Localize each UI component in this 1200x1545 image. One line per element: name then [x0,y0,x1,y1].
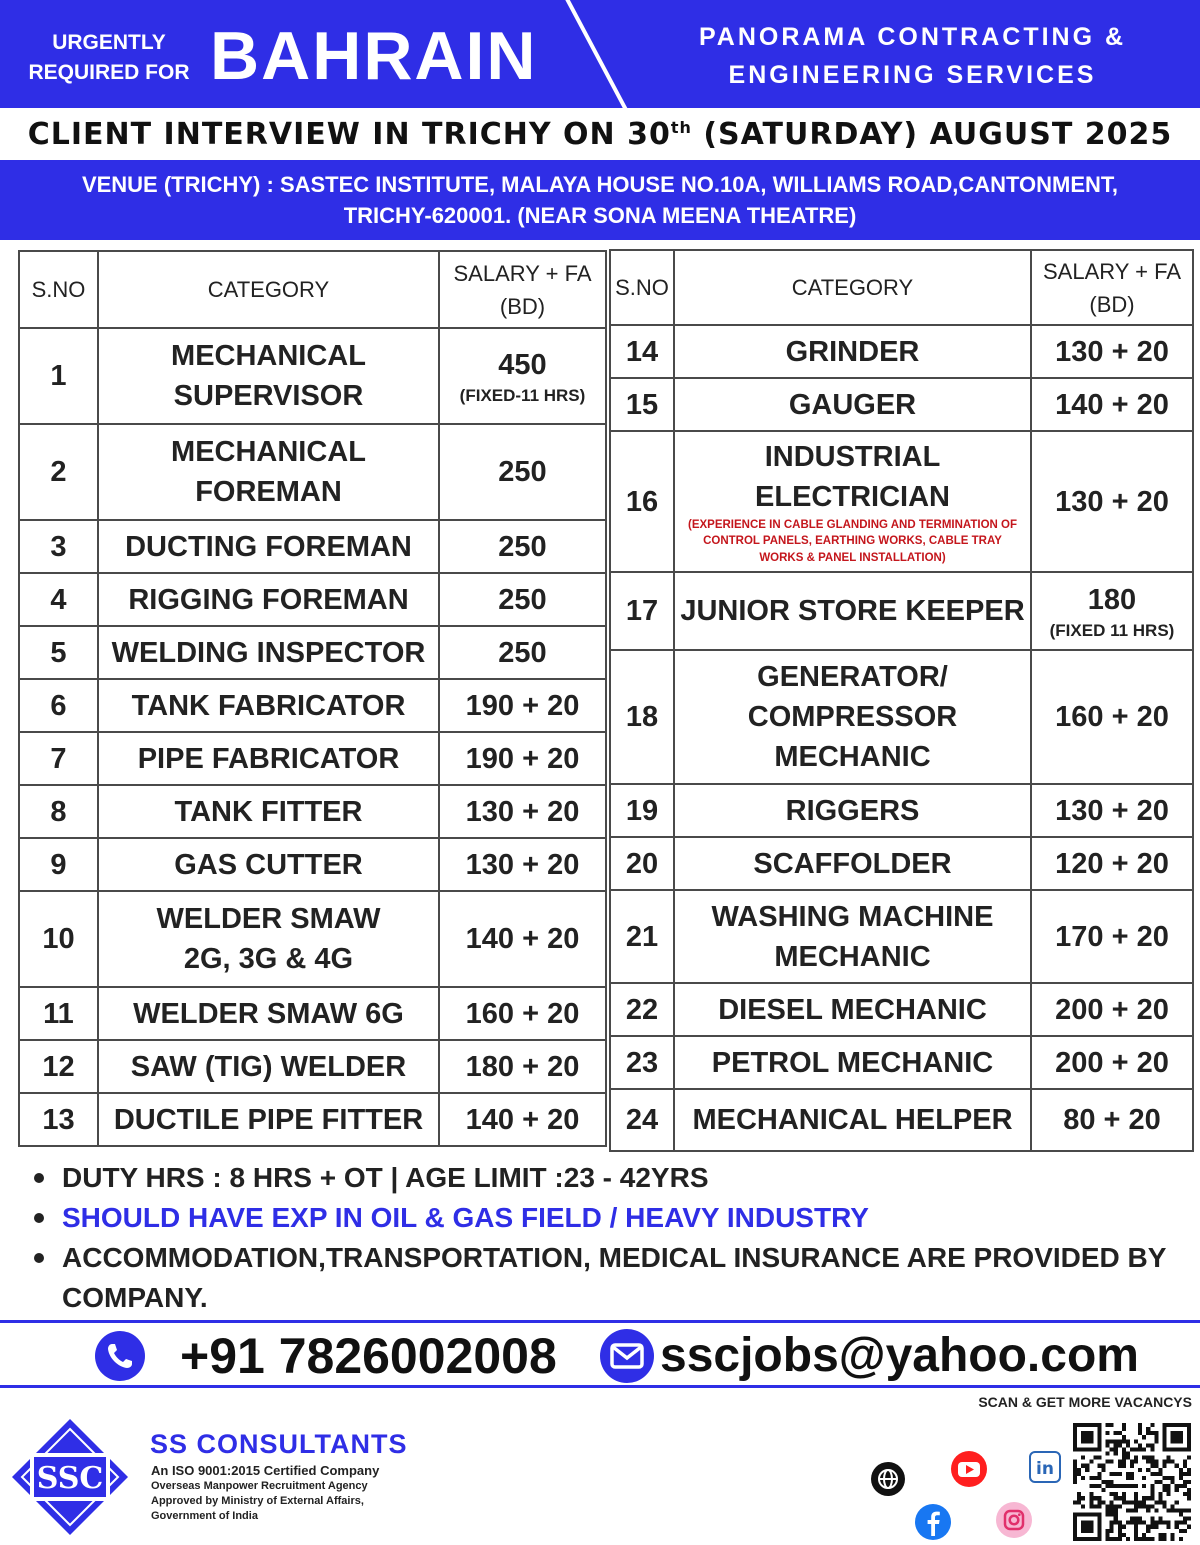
job-sno: 17 [610,572,674,650]
job-salary [439,328,606,424]
job-row [610,784,1193,837]
job-category-line: FOREMAN [195,476,342,508]
job-salary-value: 190 + 20 [465,689,580,722]
job-salary [1031,784,1193,837]
job-salary-value: 250 [498,530,547,563]
job-category-line: DIESEL MECHANIC [718,993,987,1026]
job-row [610,1089,1193,1151]
globe-icon[interactable] [870,1461,906,1502]
job-salary-value: 160 + 20 [1055,701,1169,733]
banner-divider [560,0,629,108]
job-category [674,837,1031,890]
country-title: BAHRAIN [210,18,538,94]
job-salary [1031,572,1193,650]
job-category-line: SCAFFOLDER [753,847,952,880]
job-category [98,679,439,732]
job-category [674,1089,1031,1151]
job-category [674,378,1031,431]
job-sno: 13 [19,1093,98,1146]
job-salary [1031,378,1193,431]
job-category [674,890,1031,983]
phone-number[interactable]: +91 7826002008 [180,1328,557,1384]
interview-date-line [0,110,1200,160]
job-sno: 23 [610,1036,674,1089]
ssc-logo [8,1415,132,1539]
job-category-line: RIGGERS [785,794,920,827]
agency-line: Overseas Manpower Recruitment Agency [151,1480,368,1492]
job-salary-value: 140 + 20 [465,1103,580,1136]
job-category [674,1036,1031,1089]
job-salary-value: 130 + 20 [1055,485,1169,518]
job-row [19,520,606,573]
job-row [19,328,606,424]
job-salary-value: 130 + 20 [1055,794,1169,827]
job-row [610,572,1193,650]
job-salary [439,1040,606,1093]
job-salary-value: 140 + 20 [1055,388,1169,421]
job-category-line: SUPERVISOR [173,380,364,412]
job-category-line: ELECTRICIAN [755,480,950,513]
job-sno: 1 [19,328,98,424]
interview-suffix: (SATURDAY) AUGUST 2025 [691,117,1173,152]
job-category-line: WASHING MACHINE [711,900,994,933]
header-salary-line-1: SALARY + FA [1043,258,1181,284]
venue-line-1: VENUE (TRICHY) : SASTEC INSTITUTE, MALAYA HOUSE NO.10A, WILLIAMS ROAD,CANTONMENT, [81,172,1119,197]
job-salary [439,838,606,891]
job-salary [1031,325,1193,378]
job-category-line: SAW (TIG) WELDER [130,1050,407,1083]
job-category [98,838,439,891]
job-sno: 5 [19,626,98,679]
job-category [98,328,439,424]
job-category-line: MECHANICAL HELPER [692,1104,1013,1136]
job-salary-value: 200 + 20 [1055,1046,1169,1079]
job-salary-value: 190 + 20 [465,742,580,775]
job-sno: 16 [610,431,674,572]
job-category-line: COMPRESSOR [747,701,958,733]
job-row [610,983,1193,1036]
job-salary-value: 250 [498,583,547,616]
job-category-note: (EXPERIENCE IN CABLE GLANDING AND TERMINATION OF [687,518,1018,531]
job-salary [439,1093,606,1146]
job-category [98,1093,439,1146]
job-salary [439,891,606,987]
header-category: CATEGORY [98,251,439,328]
job-category [674,431,1031,572]
job-salary [439,520,606,573]
job-category [674,325,1031,378]
job-sno: 12 [19,1040,98,1093]
job-sno: 24 [610,1089,674,1151]
job-category [674,983,1031,1036]
job-salary-value: 180 + 20 [465,1050,580,1083]
job-row [610,650,1193,784]
jobs-table-left [18,250,607,1147]
job-category-line: GRINDER [785,335,920,368]
venue-line-2: TRICHY-620001. (NEAR SONA MEENA THEATRE) [343,203,857,228]
experience-note: SHOULD HAVE EXP IN OIL & GAS FIELD / HEAVY INDUSTRY [30,1198,1190,1238]
header-category: CATEGORY [674,250,1031,325]
job-salary [1031,431,1193,572]
job-category-note: CONTROL PANELS, EARTHING WORKS, CABLE TRAY [703,535,1002,548]
approval-line-2: Government of India [151,1510,258,1522]
job-salary [1031,983,1193,1036]
job-sno: 19 [610,784,674,837]
job-salary-value: 130 + 20 [1055,335,1169,368]
approval-line-1: Approved by Ministry of External Affairs, [151,1495,364,1507]
header-salary-line-1: SALARY + FA [453,260,592,286]
job-sno: 2 [19,424,98,520]
job-sno: 6 [19,679,98,732]
job-salary [1031,1036,1193,1089]
job-category [98,891,439,987]
job-category-line: WELDER SMAW [156,903,381,935]
job-sno: 20 [610,837,674,890]
job-sno: 3 [19,520,98,573]
consultant-details [151,1462,379,1524]
job-category [98,1040,439,1093]
linkedin-icon[interactable] [1029,1451,1061,1488]
job-category-line: 2G, 3G & 4G [183,943,354,975]
job-category-line: GAS CUTTER [174,848,363,881]
job-row [19,838,606,891]
job-sno: 15 [610,378,674,431]
job-row [610,1036,1193,1089]
company-line-2: ENGINEERING SERVICES [728,61,1097,89]
job-category [98,987,439,1040]
contact-strip [0,1320,1200,1388]
job-salary-value: 80 + 20 [1063,1104,1161,1136]
job-salary [439,987,606,1040]
job-salary-value: 120 + 20 [1055,847,1169,880]
qr-code[interactable] [1072,1423,1192,1541]
job-sno: 7 [19,732,98,785]
phone-icon [95,1331,145,1381]
facebook-icon[interactable] [914,1503,952,1545]
job-row [19,891,606,987]
urgently-line-1: URGENTLY [52,31,166,54]
job-category-line: TANK FITTER [174,795,363,828]
header-sno: S.NO [610,250,674,325]
consultant-name: SS CONSULTANTS [150,1429,408,1459]
job-category-line: GAUGER [788,388,917,421]
requirements-list [30,1158,1190,1318]
job-salary-value: 130 + 20 [465,795,580,828]
job-sno: 9 [19,838,98,891]
job-row [19,626,606,679]
job-category-line: WELDER SMAW 6G [133,997,404,1030]
job-salary [439,785,606,838]
header-salary-line-2: (BD) [499,293,546,319]
job-category [98,732,439,785]
job-category [674,784,1031,837]
header-salary [439,251,606,328]
scan-label: SCAN & GET MORE VACANCYS [978,1394,1192,1410]
linkedin-text: in [1036,1459,1054,1479]
job-salary-note: (FIXED-11 HRS) [459,386,586,405]
job-category-line: PIPE FABRICATOR [137,742,400,775]
job-sno: 14 [610,325,674,378]
job-salary [439,626,606,679]
job-category-line: INDUSTRIAL [764,440,941,473]
header-salary [1031,250,1193,325]
job-row [19,573,606,626]
company-name [640,18,1185,94]
job-salary-value: 250 [498,456,547,488]
job-category-line: DUCTING FOREMAN [125,530,412,563]
job-row [19,1093,606,1146]
job-row [19,424,606,520]
job-salary [1031,890,1193,983]
job-row [19,732,606,785]
job-salary-note: (FIXED 11 HRS) [1049,621,1175,640]
iso-line: An ISO 9001:2015 Certified Company [151,1463,380,1478]
job-category [98,424,439,520]
job-salary [439,732,606,785]
job-category [98,573,439,626]
job-row [610,431,1193,572]
interview-ordinal: th [670,118,692,137]
job-salary [1031,650,1193,784]
job-salary [1031,837,1193,890]
job-category [674,572,1031,650]
jobs-table-right [609,249,1194,1152]
job-salary [439,424,606,520]
job-salary-value: 130 + 20 [465,848,580,881]
job-salary-value: 160 + 20 [465,997,580,1030]
job-category-line: MECHANIC [774,741,931,773]
job-salary-value: 200 + 20 [1055,993,1169,1026]
job-sno: 21 [610,890,674,983]
job-category-line: MECHANICAL [171,340,366,372]
job-category-note: WORKS & PANEL INSTALLATION) [759,551,946,564]
job-category-line: RIGGING FOREMAN [128,583,409,616]
job-category [98,520,439,573]
job-row [610,378,1193,431]
header-banner [0,0,1200,108]
mail-icon [600,1329,654,1383]
venue-banner [0,160,1200,240]
job-row [19,679,606,732]
job-sno: 18 [610,650,674,784]
job-salary [1031,1089,1193,1151]
job-category-line: MECHANIC [774,940,931,973]
job-category-line: JUNIOR STORE KEEPER [680,595,1025,627]
job-category [98,785,439,838]
job-category-line: GENERATOR/ [757,661,948,693]
urgently-line-2: REQUIRED FOR [28,61,190,84]
job-category [98,626,439,679]
job-category-line: MECHANICAL [171,436,366,468]
youtube-icon[interactable] [950,1450,988,1493]
job-category-line: TANK FABRICATOR [131,689,406,722]
job-row [610,890,1193,983]
job-salary [439,679,606,732]
email-address[interactable]: sscjobs@yahoo.com [660,1329,1139,1382]
job-category-line: PETROL MECHANIC [711,1046,994,1079]
instagram-icon[interactable] [995,1501,1033,1544]
job-salary-value: 450 [498,349,547,381]
job-category-line: WELDING INSPECTOR [111,636,426,669]
job-row [610,837,1193,890]
job-sno: 11 [19,987,98,1040]
job-sno: 8 [19,785,98,838]
header-salary-line-2: (BD) [1089,291,1135,317]
job-salary-value: 180 [1087,584,1137,616]
job-category-line: DUCTILE PIPE FITTER [113,1103,424,1136]
logo-text: SSC [36,1461,104,1496]
job-row [19,1040,606,1093]
job-category [674,650,1031,784]
header-sno: S.NO [19,251,98,328]
job-row [19,987,606,1040]
interview-prefix: CLIENT INTERVIEW IN TRICHY ON 30 [27,117,671,152]
job-row [610,325,1193,378]
company-line-1: PANORAMA CONTRACTING & [698,23,1127,51]
job-salary [439,573,606,626]
job-sno: 4 [19,573,98,626]
job-sno: 22 [610,983,674,1036]
benefits-note: ACCOMMODATION,TRANSPORTATION, MEDICAL INSURANCE ARE PROVIDED BY COMPANY. [30,1238,1190,1318]
job-salary-value: 140 + 20 [465,923,580,955]
urgently-label [24,28,194,88]
job-salary-value: 250 [498,636,547,669]
job-salary-value: 170 + 20 [1055,920,1169,953]
job-row [19,785,606,838]
job-sno: 10 [19,891,98,987]
duty-hours-note: DUTY HRS : 8 HRS + OT | AGE LIMIT :23 - 42YRS [30,1158,1190,1198]
